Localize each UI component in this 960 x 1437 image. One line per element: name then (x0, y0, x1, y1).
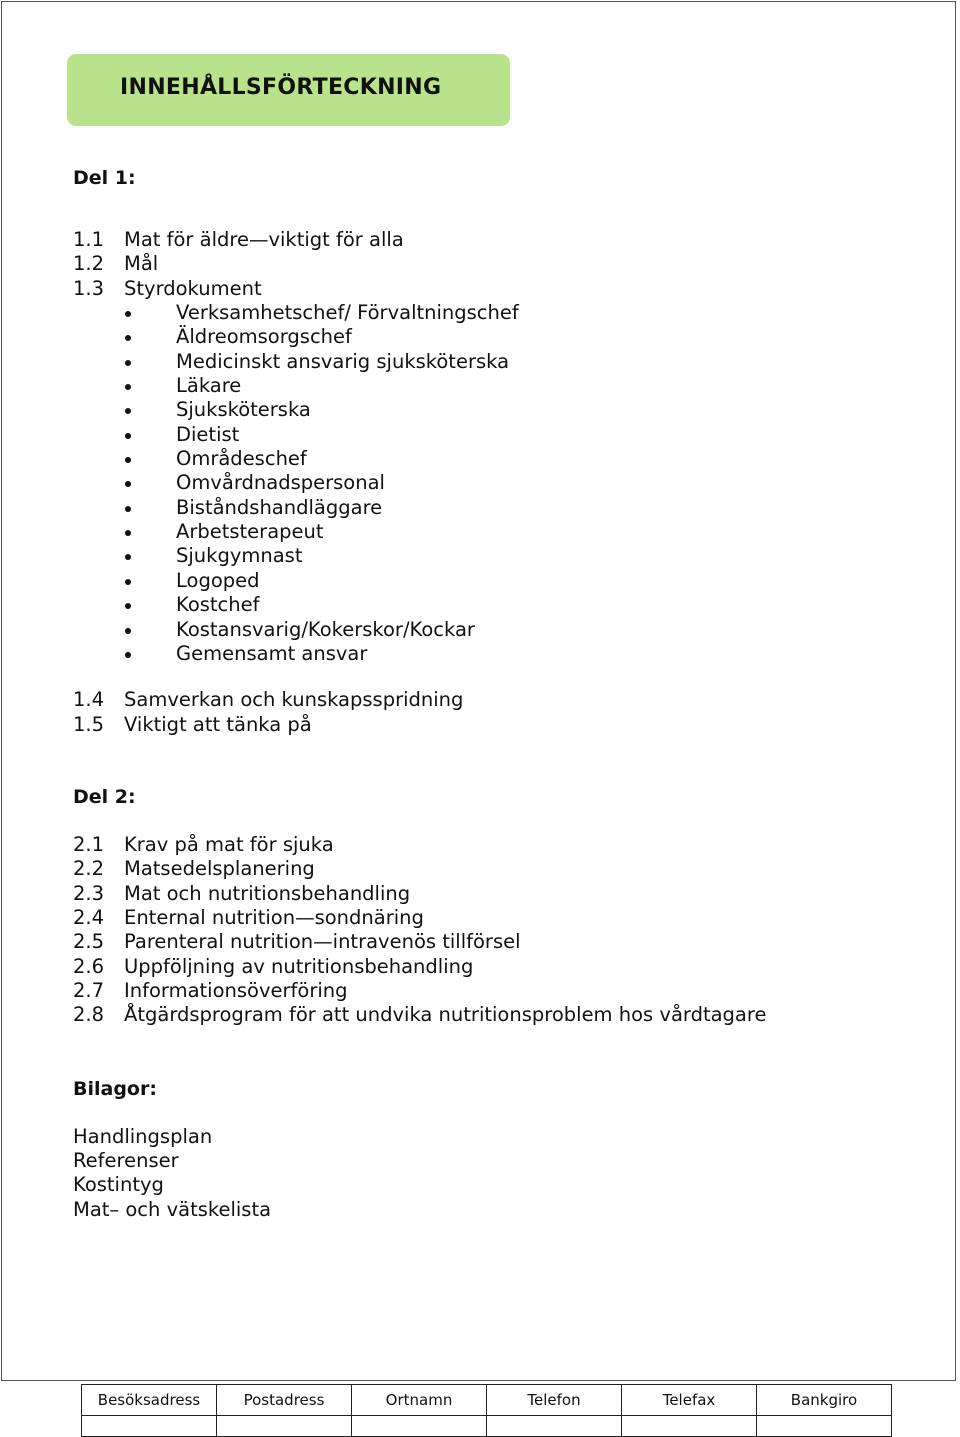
section-heading-part1: Del 1: (73, 167, 136, 189)
part1-bullet-list (73, 301, 933, 666)
bullet-item (73, 325, 933, 349)
bullet-item-label: Omvårdnadspersonal (176, 471, 385, 495)
footer-value-cell (352, 1416, 487, 1437)
footer-value-cell (217, 1416, 352, 1437)
bullet-item-label: Logoped (176, 568, 260, 592)
bullet-item (73, 618, 933, 642)
bullet-item (73, 569, 933, 593)
toc-entry-number: 2.8 (73, 1003, 105, 1027)
toc-entry-number: 2.1 (73, 832, 105, 856)
bullet-item (73, 374, 933, 398)
bullet-item-label: Arbetsterapeut (176, 520, 324, 544)
appendix-item: Referenser (73, 1148, 179, 1172)
bullet-icon (125, 652, 131, 658)
bullet-item-label: Äldreomsorgschef (176, 325, 352, 349)
toc-entry-number: 2.2 (73, 857, 105, 881)
bullet-icon (125, 530, 131, 536)
appendix-list (73, 1125, 933, 1222)
toc-entry-number: 1.3 (73, 276, 105, 300)
appendix-item: Kostintyg (73, 1173, 164, 1197)
footer-value-cell (757, 1416, 892, 1437)
bullet-item (73, 496, 933, 520)
bullet-item (73, 423, 933, 447)
bullet-item-label: Läkare (176, 374, 242, 398)
toc-entry-number: 2.7 (73, 978, 105, 1002)
bullet-item-label: Kostansvarig/Kokerskor/Kockar (176, 617, 475, 641)
bullet-icon (125, 481, 131, 487)
toc-entry (73, 930, 933, 954)
bullet-icon (125, 360, 131, 366)
toc-entry-number: 2.5 (73, 930, 105, 954)
toc-entry-number: 2.3 (73, 881, 105, 905)
bullet-item (73, 447, 933, 471)
toc-entry-label: Mat och nutritionsbehandling (124, 881, 411, 905)
toc-entry-number: 1.1 (73, 228, 105, 251)
bullet-icon (125, 457, 131, 463)
bullet-item (73, 544, 933, 568)
footer-header-row (82, 1385, 892, 1416)
footer-header-cell: Telefax (622, 1385, 757, 1416)
bullet-icon (125, 384, 131, 390)
toc-entry-label: Krav på mat för sjuka (124, 832, 334, 856)
bullet-item-label: Dietist (176, 422, 240, 446)
toc-entry (73, 955, 933, 979)
bullet-icon (125, 433, 131, 439)
bullet-item-label: Områdeschef (176, 447, 307, 471)
section-heading-appendices: Bilagor: (73, 1077, 157, 1100)
footer-header-cell: Bankgiro (757, 1385, 892, 1416)
bullet-icon (125, 579, 131, 585)
bullet-icon (125, 603, 131, 609)
appendix-item: Handlingsplan (73, 1124, 213, 1148)
toc-entry-number: 1.4 (73, 688, 105, 712)
toc-entry-label: Uppföljning av nutritionsbehandling (124, 954, 474, 978)
bullet-icon (125, 311, 131, 317)
toc-entry-label: Informationsöverföring (124, 978, 348, 1002)
table-of-contents (73, 166, 933, 1222)
toc-entry-label: Viktigt att tänka på (124, 712, 312, 736)
bullet-item (73, 642, 933, 666)
toc-entry-number: 1.2 (73, 252, 105, 276)
bullet-icon (125, 408, 131, 414)
bullet-item (73, 350, 933, 374)
footer-values-row (82, 1416, 892, 1437)
toc-entry-label: Mat för äldre—viktigt för alla (124, 228, 404, 251)
toc-entry (73, 833, 933, 857)
part1-items-after (73, 688, 933, 737)
footer-value-cell (487, 1416, 622, 1437)
bullet-item-label: Gemensamt ansvar (176, 641, 368, 665)
page-title: INNEHÅLLSFÖRTECKNING (120, 75, 442, 100)
toc-entry (73, 252, 933, 276)
footer-header-cell: Besöksadress (82, 1385, 217, 1416)
toc-entry-label: Mål (124, 252, 159, 276)
footer-contact-table (81, 1384, 892, 1437)
toc-entry-label: Enternal nutrition—sondnäring (124, 905, 424, 929)
toc-entry-number: 1.5 (73, 712, 105, 736)
toc-entry-number: 2.6 (73, 954, 105, 978)
bullet-item (73, 520, 933, 544)
appendix-item: Mat– och vätskelista (73, 1197, 272, 1221)
bullet-item-label: Kostchef (176, 593, 260, 617)
toc-entry-label: Matsedelsplanering (124, 857, 315, 881)
toc-entry (73, 277, 933, 301)
toc-entry (73, 882, 933, 906)
bullet-item (73, 471, 933, 495)
footer-value-cell (82, 1416, 217, 1437)
toc-entry (73, 688, 933, 712)
part1-items (73, 228, 933, 301)
title-banner (67, 54, 510, 126)
bullet-item-label: Medicinskt ansvarig sjuksköterska (176, 349, 510, 373)
footer-header-cell: Ortnamn (352, 1385, 487, 1416)
toc-entry-label: Parenteral nutrition—intravenös tillförsel (124, 930, 521, 954)
bullet-item-label: Biståndshandläggare (176, 495, 383, 519)
toc-entry-number: 2.4 (73, 905, 105, 929)
toc-entry (73, 857, 933, 881)
bullet-item (73, 301, 933, 325)
toc-entry (73, 713, 933, 737)
toc-entry-label: Samverkan och kunskapsspridning (124, 688, 464, 712)
part2-items (73, 833, 933, 1028)
section-heading-part2: Del 2: (73, 785, 136, 808)
toc-entry-label: Styrdokument (124, 276, 262, 300)
bullet-icon (125, 335, 131, 341)
bullet-icon (125, 554, 131, 560)
toc-entry (73, 228, 933, 252)
toc-entry (73, 979, 933, 1003)
toc-entry (73, 1003, 933, 1027)
bullet-item-label: Sjuksköterska (176, 398, 311, 422)
footer-header-cell: Postadress (217, 1385, 352, 1416)
bullet-item (73, 398, 933, 422)
bullet-item-label: Sjukgymnast (176, 544, 303, 568)
toc-entry-label: Åtgärdsprogram för att undvika nutritionsproblem hos vårdtagare (124, 1003, 767, 1027)
toc-entry (73, 906, 933, 930)
bullet-item-label: Verksamhetschef/ Förvaltningschef (176, 301, 519, 325)
footer-header-cell: Telefon (487, 1385, 622, 1416)
bullet-item (73, 593, 933, 617)
bullet-icon (125, 506, 131, 512)
bullet-icon (125, 628, 131, 634)
footer-value-cell (622, 1416, 757, 1437)
